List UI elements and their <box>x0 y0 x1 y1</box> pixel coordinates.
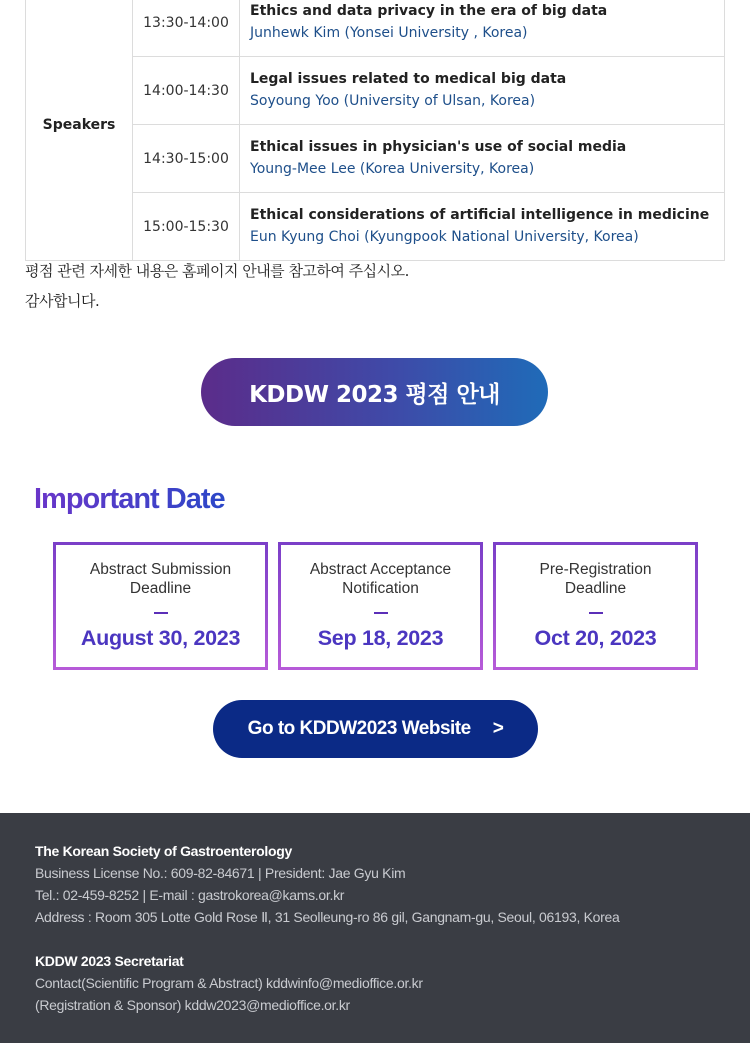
speaker-schedule-table <box>25 0 725 261</box>
talk-title: Ethical issues in physician's use of social media <box>250 139 627 155</box>
session-talk <box>240 57 725 125</box>
session-talk <box>240 0 725 57</box>
card-divider <box>374 612 388 614</box>
card-label-line2: Deadline <box>564 580 627 597</box>
footer-license: Business License No.: 609-82-84671 | President: Jae Gyu Kim <box>35 865 406 881</box>
session-talk <box>240 125 725 193</box>
credit-info-button[interactable] <box>201 358 548 426</box>
footer-secretariat: KDDW 2023 Secretariat <box>35 953 184 969</box>
footer-secretariat-contact: Contact(Scientific Program & Abstract) kddwinfo@medioffice.or.kr <box>35 975 423 991</box>
table-row <box>26 0 725 57</box>
card-label-line2: Deadline <box>129 580 192 597</box>
card-label-line2: Notification <box>342 580 419 597</box>
thanks-note: 감사합니다. <box>25 292 100 310</box>
footer-contact: Tel.: 02-459-8252 | E-mail : gastrokorea@kams.or.kr <box>35 887 345 903</box>
talk-speaker: Junhewk Kim (Yonsei University , Korea) <box>250 25 528 41</box>
talk-title: Ethics and data privacy in the era of big data <box>250 3 608 19</box>
date-card-abstract-acceptance <box>278 542 483 670</box>
chevron-right-icon: > <box>492 718 504 739</box>
talk-speaker: Young-Mee Lee (Korea University, Korea) <box>250 161 535 177</box>
card-label-line1: Pre-Registration <box>539 561 652 578</box>
card-divider <box>154 612 168 614</box>
card-date: Sep 18, 2023 <box>317 626 444 650</box>
talk-speaker: Soyoung Yoo (University of Ulsan, Korea) <box>250 93 536 109</box>
card-label-line1: Abstract Acceptance <box>309 561 452 578</box>
session-time: 13:30-14:00 <box>133 0 240 57</box>
card-date: Oct 20, 2023 <box>534 626 657 650</box>
session-time: 14:00-14:30 <box>133 57 240 125</box>
session-time: 15:00-15:30 <box>133 193 240 261</box>
card-divider <box>589 612 603 614</box>
credit-info-button-label: KDDW 2023 평점 안내 <box>249 381 500 408</box>
card-label-line1: Abstract Submission <box>89 561 232 578</box>
date-card-abstract-submission <box>53 542 268 670</box>
go-to-website-button[interactable] <box>213 700 538 758</box>
footer <box>0 813 750 1043</box>
card-date: August 30, 2023 <box>80 626 241 650</box>
talk-title: Ethical considerations of artificial intelligence in medicine <box>250 207 710 223</box>
go-to-website-label: Go to KDDW2023 Website <box>247 718 471 739</box>
speakers-label: Speakers <box>26 0 133 261</box>
talk-title: Legal issues related to medical big data <box>250 71 567 87</box>
footer-org-name: The Korean Society of Gastroenterology <box>35 843 292 859</box>
session-talk <box>240 193 725 261</box>
important-date-heading: Important Date <box>34 483 225 515</box>
footer-address: Address : Room 305 Lotte Gold Rose Ⅱ, 31 Seolleung-ro 86 gil, Gangnam-gu, Seoul, 06193, Korea <box>35 909 620 925</box>
session-time: 14:30-15:00 <box>133 125 240 193</box>
credit-info-note: 평점 관련 자세한 내용은 홈페이지 안내를 참고하여 주십시오. <box>25 262 409 280</box>
footer-secretariat-registration: (Registration & Sponsor) kddw2023@medioffice.or.kr <box>35 997 350 1013</box>
date-card-pre-registration <box>493 542 698 670</box>
talk-speaker: Eun Kyung Choi (Kyungpook National University, Korea) <box>250 229 639 245</box>
